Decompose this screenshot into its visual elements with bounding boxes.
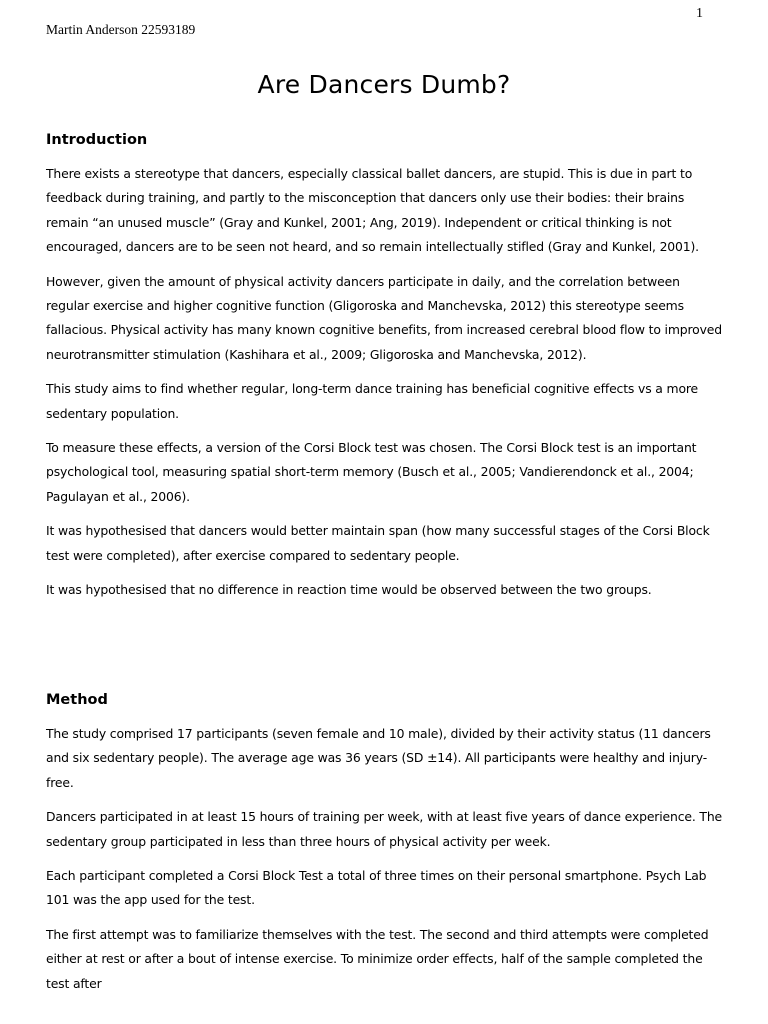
introduction-paragraph-2: However, given the amount of physical activity dancers participate in daily, and the correlation between regular exercise and higher cognitive function (Gligoroska and Manchevska, 2012) this stereotype seems fallacious. Physical activity has many known cognitive benefits, from increased cerebral blood flow to improved neurotransmitter stimulation (Kashihara et al., 2009; Gligoroska and Manchevska, 2012).: [46, 273, 722, 362]
method-paragraph-3: Each participant completed a Corsi Block Test a total of three times on their personal smartphone. Psych Lab 101 was the app used for the test.: [46, 868, 707, 908]
introduction-paragraph-3: This study aims to find whether regular, long-term dance training has beneficial cognitive effects vs a more sedentary population.: [46, 381, 699, 421]
introduction-heading: Introduction: [46, 132, 148, 148]
page-number: 1: [696, 6, 703, 21]
method-paragraph-1: The study comprised 17 participants (seven female and 10 male), divided by their activity status (11 dancers and six sedentary people). The average age was 36 years (SD ±14). All participants were healthy and injury-free.: [46, 726, 711, 790]
running-header: Martin Anderson 22593189: [46, 22, 196, 37]
method-heading: Method: [46, 692, 108, 708]
document-title: Are Dancers Dumb?: [257, 70, 511, 99]
introduction-paragraph-1: There exists a stereotype that dancers, especially classical ballet dancers, are stupid. This is due in part to feedback during training, and partly to the misconception that dancers only use their bodies: their brains remain “an unused muscle” (Gray and Kunkel, 2001; Ang, 2019). Independent or critical thinking is not encouraged, dancers are to be seen not heard, and so remain intellectually stifled (Gray and Kunkel, 2001).: [46, 166, 699, 255]
introduction-paragraph-4: To measure these effects, a version of the Corsi Block test was chosen. The Corsi Block test is an important psychological tool, measuring spatial short-term memory (Busch et al., 2005; Vandierendonck et al., 2004; Pagulayan et al., 2006).: [46, 440, 697, 504]
introduction-paragraph-6: It was hypothesised that no difference in reaction time would be observed between the two groups.: [46, 582, 652, 598]
method-paragraph-4: The first attempt was to familiarize themselves with the test. The second and third attempts were completed either at rest or after a bout of intense exercise. To minimize order effects, half of the sample completed the test after: [46, 926, 709, 991]
method-paragraph-2: Dancers participated in at least 15 hours of training per week, with at least five years of dance experience. The sedentary group participated in less than three hours of physical activity per week.: [46, 809, 723, 849]
introduction-section: [46, 132, 726, 613]
method-section: [46, 692, 726, 1006]
introduction-paragraph-5: It was hypothesised that dancers would better maintain span (how many successful stages of the Corsi Block test were completed), after exercise compared to sedentary people.: [46, 523, 710, 563]
